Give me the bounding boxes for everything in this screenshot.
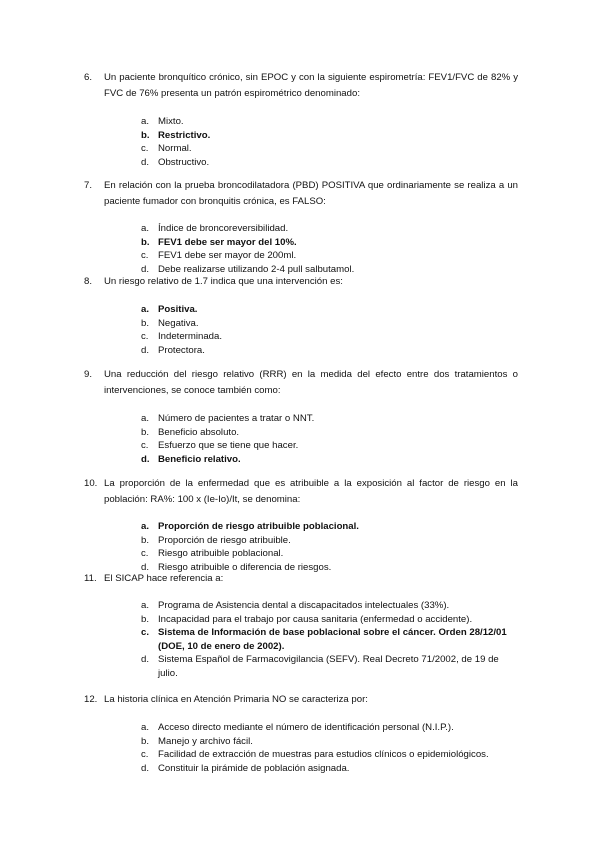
option-a-answer: a. Positiva.	[141, 304, 198, 315]
option-b-answer: b. FEV1 debe ser mayor del 10%.	[141, 236, 297, 248]
question-stem: El SICAP hace referencia a:	[104, 573, 224, 584]
question-stem: Un riesgo relativo de 1.7 indica que una intervención es:	[104, 276, 343, 287]
question-6	[84, 70, 518, 169]
option-b: b. Incapacidad para el trabajo por causa sanitaria (enfermedad o accidente).	[141, 613, 473, 625]
question-7	[84, 178, 518, 276]
question-number: 12.	[84, 694, 98, 705]
question-number: 10.	[84, 478, 98, 489]
question-11	[84, 571, 518, 680]
question-number: 11.	[84, 573, 97, 584]
option-c-answer: c. Sistema de Información de base poblacional sobre el cáncer. Orden 28/12/01 (DOE, 10 de enero de 2002).	[141, 627, 507, 652]
option-d-answer: d. Beneficio relativo.	[141, 453, 241, 465]
option-c: c. Indeterminada.	[141, 331, 222, 342]
option-c: c. Facilidad de extracción de muestras para estudios clínicos o epidemiológicos.	[141, 749, 489, 760]
option-c: c. FEV1 debe ser mayor de 200ml.	[141, 250, 297, 261]
option-b: b. Beneficio absoluto.	[141, 426, 240, 438]
question-stem: En relación con la prueba broncodilatadora (PBD) POSITIVA que ordinariamente se realiza a un paciente fumador con bronquitis crónica, es FALSO:	[104, 180, 518, 207]
option-a: a. Acceso directo mediante el número de identificación personal (N.I.P.).	[141, 722, 454, 733]
option-d: d. Protectora.	[141, 344, 205, 356]
question-stem: Un paciente bronquítico crónico, sin EPOC y con la siguiente espirometría: FEV1/FVC de 82% y FVC de 76% presenta un patrón espirométrico denominado:	[104, 72, 518, 99]
option-d: d. Constituir la pirámide de población asignada.	[141, 762, 350, 774]
option-d: d. Sistema Español de Farmacovigilancia (SEFV). Real Decreto 71/2002, de 19 de julio.	[141, 654, 499, 679]
option-c: c. Normal.	[141, 143, 192, 154]
option-c: c. Riesgo atribuible poblacional.	[141, 548, 284, 559]
option-d: d. Obstructivo.	[141, 156, 210, 168]
option-a: a. Índice de broncoreversibilidad.	[141, 223, 289, 234]
question-stem: La historia clínica en Atención Primaria NO se caracteriza por:	[104, 694, 368, 705]
question-12	[84, 692, 518, 775]
option-c: c. Esfuerzo que se tiene que hacer.	[141, 440, 299, 451]
option-a: a. Número de pacientes a tratar o NNT.	[141, 413, 315, 424]
option-a: a. Mixto.	[141, 116, 184, 127]
option-list	[104, 303, 518, 357]
option-list	[104, 222, 518, 276]
option-b: b. Manejo y archivo fácil.	[141, 735, 253, 747]
question-stem: La proporción de la enfermedad que es atribuible a la exposición al factor de riesgo en la población: RA%: 100 x (Ie-Io)/It, se denomina:	[104, 478, 518, 505]
question-stem: Una reducción del riesgo relativo (RRR) en la medida del efecto entre dos tratamientos o intervenciones, se conoce también como:	[104, 369, 518, 396]
question-number: 8.	[84, 276, 93, 287]
question-10	[84, 476, 518, 574]
option-list	[104, 115, 518, 169]
question-8	[84, 274, 518, 357]
option-a-answer: a. Proporción de riesgo atribuible poblacional.	[141, 521, 359, 532]
question-number: 6.	[84, 72, 93, 83]
option-list	[104, 599, 518, 680]
option-b: b. Negativa.	[141, 317, 199, 329]
option-d: d. Riesgo atribuible o diferencia de riesgos.	[141, 561, 332, 573]
option-list	[104, 412, 518, 466]
option-list	[104, 721, 518, 775]
question-number: 7.	[84, 180, 93, 191]
option-list	[104, 520, 518, 574]
question-number: 9.	[84, 369, 93, 380]
option-d: d. Debe realizarse utilizando 2-4 pull salbutamol.	[141, 263, 355, 275]
question-9	[84, 367, 518, 466]
option-b: b. Proporción de riesgo atribuible.	[141, 534, 291, 546]
option-a: a. Programa de Asistencia dental a discapacitados intelectuales (33%).	[141, 600, 450, 611]
option-b-answer: b. Restrictivo.	[141, 129, 211, 141]
